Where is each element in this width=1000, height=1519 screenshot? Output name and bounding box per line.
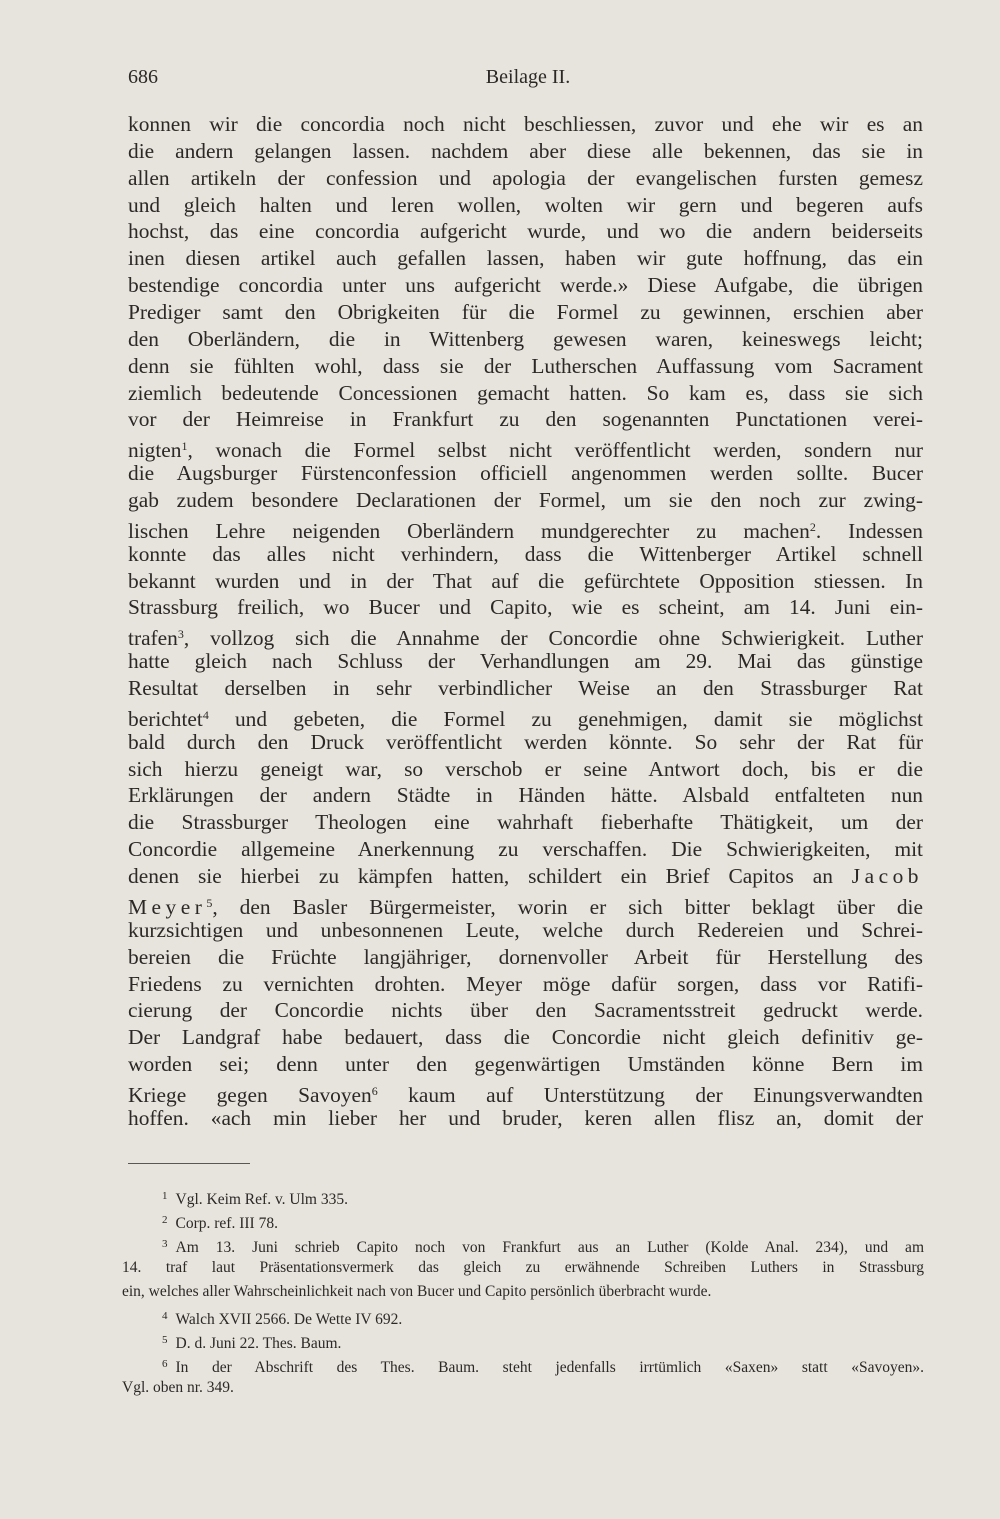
line-text: , vollzog sich die Annahme der Concordie ohne Schwierigkeit. Luther <box>183 626 923 651</box>
text-line: die andern gelangen lassen. nachdem aber diese alle bekennen, das sie in <box>128 138 923 163</box>
text-line: allen artikeln der confession und apologia der evangelischen fursten gemesz <box>128 165 923 190</box>
line-text: . Indessen <box>815 518 923 543</box>
text-line: bekannt wurden und in der That auf die gefürchtete Opposition stiessen. In <box>128 568 923 593</box>
footnote <box>122 1328 924 1352</box>
spaced-name: Meyer <box>128 894 207 919</box>
footnote-line <box>122 1352 924 1376</box>
text-line: konnen wir die concordia noch nicht beschliessen, zuvor und ehe wir es an <box>128 112 923 136</box>
footnote <box>122 1304 924 1328</box>
text-line: hochst, das eine concordia aufgericht wurde, und wo die andern beiderseits <box>128 219 923 244</box>
footnote-ref[interactable]: 4 <box>202 707 209 722</box>
text-line <box>128 621 923 651</box>
line-text: , den Basler Bürgermeister, worin er sich bitter beklagt über die <box>212 894 923 919</box>
footnote-ref[interactable]: 6 <box>371 1083 378 1098</box>
footnote-line <box>122 1280 924 1304</box>
text-line: worden sei; denn unter den gegenwärtigen Umständen könne Bern im <box>128 1052 923 1077</box>
text-line: sich hierzu geneigt war, so verschob er seine Antwort doch, bis er die <box>128 756 923 781</box>
footnotes <box>122 1184 924 1400</box>
footnote-line <box>122 1208 924 1232</box>
line-text: und gebeten, die Formel zu genehmigen, damit sie möglichst <box>208 706 923 731</box>
text-line: kurzsichtigen und unbesonnenen Leute, welche durch Redereien und Schrei- <box>128 917 923 942</box>
running-head: Beilage II. <box>485 66 571 88</box>
footnote-number: 6 <box>162 1358 168 1370</box>
text-line: inen diesen artikel auch gefallen lassen, haben wir gute hoffnung, das ein <box>128 246 923 271</box>
text-line: bereien die Früchte langjähriger, dornenvoller Arbeit für Herstellung des <box>128 944 923 969</box>
footnote-divider <box>128 1163 250 1164</box>
line-text: trafen <box>128 626 178 651</box>
text-line: bestendige concordia unter uns aufgericht werde.» Diese Aufgabe, die übrigen <box>128 273 923 298</box>
footnote-text: Vgl. Keim Ref. v. Ulm 335. <box>175 1191 348 1208</box>
footnote-text: Am 13. Juni schrieb Capito noch von Frankfurt aus an Luther (Kolde Anal. 234), und am <box>175 1239 924 1256</box>
text-line <box>128 890 923 917</box>
text-line: die Strassburger Theologen eine wahrhaft fieberhafte Thätigkeit, um der <box>128 810 923 835</box>
text-line: und gleich halten und leren wollen, wolten wir gern und begeren aufs <box>128 192 923 217</box>
text-line: den Oberländern, die in Wittenberg gewesen waren, keineswegs leicht; <box>128 326 923 351</box>
line-text: berichtet <box>128 706 203 731</box>
page-number: 686 <box>128 66 158 88</box>
text-line: konnte das alles nicht verhindern, dass die Wittenberger Artikel schnell <box>128 541 923 566</box>
text-line: die Augsburger Fürstenconfession officiell angenommen werden sollte. Bucer <box>128 461 923 486</box>
text-line: hoffen. «ach min lieber her und bruder, keren allen flisz an, domit der <box>128 1105 923 1130</box>
footnote-ref[interactable]: 5 <box>206 895 213 910</box>
footnote-line <box>122 1256 924 1280</box>
line-text: denen sie hierbei zu kämpfen hatten, schildert ein Brief Capitos an <box>128 864 852 889</box>
text-line: Der Landgraf habe bedauert, dass die Concordie nicht gleich definitiv ge- <box>128 1025 923 1050</box>
text-line: Concordie allgemeine Anerkennung zu verschaffen. Die Schwierigkeiten, mit <box>128 837 923 862</box>
footnote-ref[interactable]: 3 <box>177 627 184 642</box>
footnote-number: 1 <box>162 1190 168 1202</box>
footnote-text: Walch XVII 2566. De Wette IV 692. <box>175 1311 403 1328</box>
footnote-number: 2 <box>162 1214 168 1226</box>
footnote-line <box>122 1304 924 1328</box>
text-line <box>128 1078 923 1105</box>
body-text <box>128 111 923 1132</box>
text-line: denn sie fühlten wohl, dass sie der Lutherschen Auffassung vom Sacrament <box>128 353 923 378</box>
footnote-text: ein, welches aller Wahrscheinlichkeit nach von Bucer und Capito persönlich überbracht wurde. <box>122 1283 712 1300</box>
footnote <box>122 1208 924 1232</box>
footnote-ref[interactable]: 2 <box>809 519 816 534</box>
line-text: , wonach die Formel selbst nicht veröffentlicht werden, sondern nur <box>187 438 923 463</box>
text-line <box>128 702 923 729</box>
footnote-line <box>122 1376 924 1400</box>
page-header <box>128 66 923 100</box>
line-text: Kriege gegen Savoyen <box>128 1082 372 1107</box>
footnote-text: Corp. ref. III 78. <box>175 1215 278 1232</box>
text-line: vor der Heimreise in Frankfurt zu den sogenannten Punctationen verei- <box>128 407 923 432</box>
text-line: Resultat derselben in sehr verbindlicher Weise an den Strassburger Rat <box>128 676 923 701</box>
footnote <box>122 1232 924 1304</box>
text-line <box>128 433 923 463</box>
footnote-number: 5 <box>162 1334 168 1346</box>
footnote-text: Vgl. oben nr. 349. <box>122 1379 234 1396</box>
text-line: gab zudem besondere Declarationen der Formel, um sie den noch zur zwing- <box>128 488 923 513</box>
footnote-text: In der Abschrift des Thes. Baum. steht jedenfalls irrtümlich «Saxen» statt «Savoyen». <box>175 1359 924 1376</box>
line-text: kaum auf Unterstützung der Einungsverwandten <box>377 1082 923 1107</box>
text-line: Prediger samt den Obrigkeiten für die Formel zu gewinnen, erschien aber <box>128 300 923 325</box>
text-line: bald durch den Druck veröffentlicht werden könnte. So sehr der Rat für <box>128 729 923 754</box>
footnote-number: 3 <box>162 1238 168 1250</box>
text-line <box>128 863 923 890</box>
text-line <box>128 514 923 541</box>
text-line: cierung der Concordie nichts über den Sacramentsstreit gedruckt werde. <box>128 998 923 1023</box>
line-text: lischen Lehre neigenden Oberländern mundgerechter zu machen <box>128 518 810 543</box>
footnote <box>122 1352 924 1400</box>
line-text: nigten <box>128 438 182 463</box>
footnote-text: 14. traf laut Präsentationsvermerk das gleich zu erwähnende Schreiben Luthers in Strassburg <box>122 1259 924 1276</box>
spaced-name: Jacob <box>851 864 923 889</box>
footnote-line <box>122 1232 924 1256</box>
text-line: hatte gleich nach Schluss der Verhandlungen am 29. Mai das günstige <box>128 649 923 674</box>
footnote-text: D. d. Juni 22. Thes. Baum. <box>175 1335 342 1352</box>
text-line: Erklärungen der andern Städte in Händen hätte. Alsbald entfalteten nun <box>128 783 923 808</box>
text-line: Friedens zu vernichten drohten. Meyer möge dafür sorgen, dass vor Ratifi- <box>128 971 923 996</box>
text-line: ziemlich bedeutende Concessionen gemacht hatten. So kam es, dass sie sich <box>128 380 923 405</box>
footnote <box>122 1184 924 1208</box>
footnote-number: 4 <box>162 1310 168 1322</box>
footnote-ref[interactable]: 1 <box>181 439 188 454</box>
footnote-line <box>122 1184 924 1208</box>
text-line: Strassburg freilich, wo Bucer und Capito, wie es scheint, am 14. Juni ein- <box>128 595 923 620</box>
footnote-line <box>122 1328 924 1352</box>
